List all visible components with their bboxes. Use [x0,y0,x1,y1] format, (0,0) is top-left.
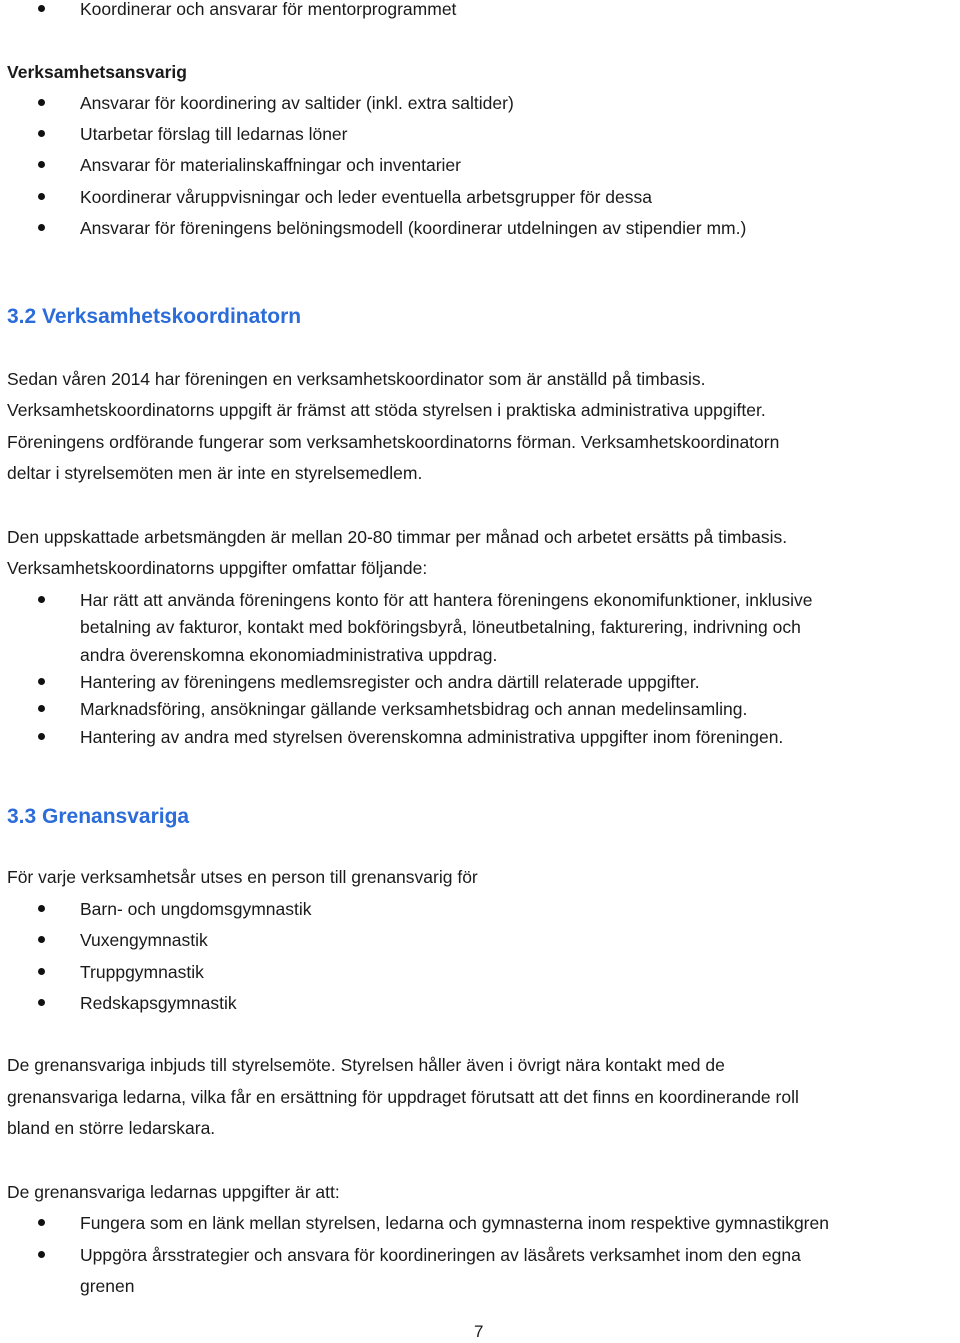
list-item: Utarbetar förslag till ledarnas löner [80,124,348,144]
paragraph-line: deltar i styrelsemöten men är inte en styrelsemedlem. [7,463,423,483]
paragraph-line: grenansvariga ledarna, vilka får en ersättning för uppdraget förutsatt att det finns en koordinerande roll [7,1087,799,1107]
paragraph-line: Sedan våren 2014 har föreningen en verksamhetskoordinator som är anställd på timbasis. [7,369,706,389]
bullet-icon [38,905,45,912]
list-item: Koordinerar våruppvisningar och leder eventuella arbetsgrupper för dessa [80,187,653,207]
paragraph-line: Den uppskattade arbetsmängden är mellan 20-80 timmar per månad och arbetet ersätts på timbasis. [7,527,788,547]
bullet-icon [38,193,45,200]
bullet-icon [38,733,45,740]
list-item-continuation: betalning av fakturor, kontakt med bokföringsbyrå, löneutbetalning, fakturering, indrivning och [80,617,801,637]
bullet-icon [38,161,45,168]
list-item: Ansvarar för koordinering av saltider (inkl. extra saltider) [80,93,514,113]
bullet-icon [38,5,45,12]
list-item: Har rätt att använda föreningens konto för att hantera föreningens ekonomifunktioner, inklusive [80,590,813,610]
bullet-icon [38,130,45,137]
bullet-icon [38,1219,45,1226]
paragraph-line: Verksamhetskoordinatorns uppgift är främst att stöda styrelsen i praktiska administrativa uppgifter. [7,400,766,420]
list-item: Barn- och ungdomsgymnastik [80,899,312,919]
list-item: Koordinerar och ansvarar för mentorprogrammet [80,0,457,19]
bullet-icon [38,678,45,685]
bullet-icon [38,596,45,603]
paragraph-line: Verksamhetskoordinatorns uppgifter omfattar följande: [7,558,428,578]
bullet-icon [38,968,45,975]
section-heading: 3.2 Verksamhetskoordinatorn [7,305,302,328]
list-item: Fungera som en länk mellan styrelsen, ledarna och gymnasterna inom respektive gymnastikgren [80,1213,829,1233]
list-item-continuation: grenen [80,1276,135,1296]
paragraph-line: De grenansvariga ledarnas uppgifter är att: [7,1182,340,1202]
list-item: Uppgöra årsstrategier och ansvara för koordineringen av läsårets verksamhet inom den egna [80,1245,801,1265]
bullet-icon [38,936,45,943]
list-item: Vuxengymnastik [80,930,208,950]
list-item: Truppgymnastik [80,962,204,982]
paragraph-line: De grenansvariga inbjuds till styrelsemöte. Styrelsen håller även i övrigt nära kontakt med de [7,1055,725,1075]
section-heading: 3.3 Grenansvariga [7,805,190,828]
page-number: 7 [474,1322,484,1341]
paragraph-line: För varje verksamhetsår utses en person till grenansvarig för [7,867,478,887]
paragraph-line: bland en större ledarskara. [7,1118,216,1138]
list-item-continuation: andra överenskomna ekonomiadministrativa uppdrag. [80,645,498,665]
list-item: Marknadsföring, ansökningar gällande verksamhetsbidrag och annan medelinsamling. [80,699,748,719]
bullet-icon [38,99,45,106]
list-item: Ansvarar för föreningens belöningsmodell (koordinerar utdelningen av stipendier mm.) [80,218,747,238]
bullet-icon [38,705,45,712]
paragraph-line: Föreningens ordförande fungerar som verksamhetskoordinatorns förman. Verksamhetskoordinatorn [7,432,780,452]
list-item: Ansvarar för materialinskaffningar och inventarier [80,155,461,175]
bullet-icon [38,224,45,231]
bullet-icon [38,999,45,1006]
list-item: Hantering av föreningens medlemsregister och andra därtill relaterade uppgifter. [80,672,700,692]
subsection-title: Verksamhetsansvarig [7,62,187,82]
list-item: Hantering av andra med styrelsen överenskomna administrativa uppgifter inom föreningen. [80,727,784,747]
bullet-icon [38,1251,45,1258]
list-item: Redskapsgymnastik [80,993,237,1013]
